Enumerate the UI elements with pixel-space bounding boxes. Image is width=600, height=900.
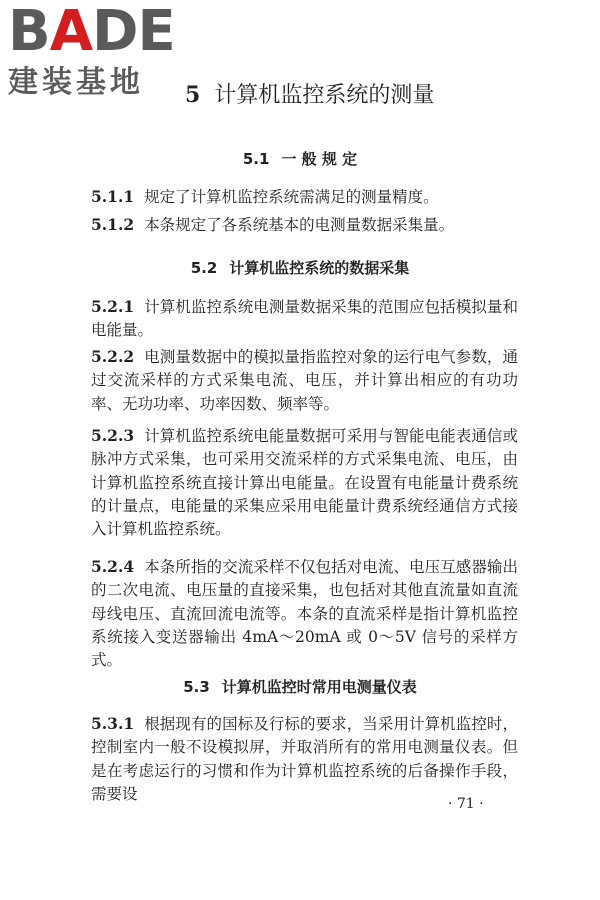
chapter-title-text: 计算机监控系统的测量 — [214, 83, 435, 108]
clause: 5.2.4 本条所指的交流采样不仅包括对电流、电压互感器输出的二次电流、电压量的直接采集，也包括对其他直流量如直流母线电压、直流回流电流等。本条的直流采样是指计算机监控系统接入变送器输出 4mA～20mA 或 0～5V 信号的采样方式。 — [91, 557, 518, 670]
chapter-number: 5 — [185, 82, 201, 108]
clause: 5.1.2 本条规定了各系统基本的电测量数据采集量。 — [91, 215, 455, 234]
clause: 5.3.1 根据现有的国标及行标的要求，当采用计算机监控时，控制室内一般不设模拟屏，并取消所有的常用电测量仪表。但是在考虑运行的习惯和作为计算机监控系统的后备操作手段，需要设 — [91, 714, 518, 803]
page-number: · 71 · — [448, 796, 484, 812]
publisher-logo — [8, 2, 178, 102]
clause: 5.2.2 电测量数据中的模拟量指监控对象的运行电气参数，通过交流采样的方式采集电流、电压，并计算出相应的有功功率、无功功率、功率因数、频率等。 — [91, 347, 518, 413]
logo-subtitle: 建装基地 — [8, 65, 144, 100]
clause: 5.2.1 计算机监控系统电测量数据采集的范围应包括模拟量和电能量。 — [91, 297, 518, 340]
section-heading: 5.3 计算机监控时常用电测量仪表 — [183, 678, 417, 696]
chapter-title — [185, 80, 434, 111]
section-heading: 5.1 一 般 规 定 — [242, 150, 358, 168]
clause: 5.1.1 规定了计算机监控系统需满足的测量精度。 — [91, 187, 439, 206]
section-heading: 5.2 计算机监控系统的数据采集 — [190, 259, 410, 277]
logo-wordmark: BADE — [8, 0, 175, 64]
clause: 5.2.3 计算机监控系统电能量数据可采用与智能电能表通信或脉冲方式采集，也可采用交流采样的方式采集电流、电压，由计算机监控系统直接计算出电能量。在设置有电能量计费系统的计量点，电能量的采集应采用电能量计费系统经通信方式接入计算机监控系统。 — [91, 426, 518, 539]
